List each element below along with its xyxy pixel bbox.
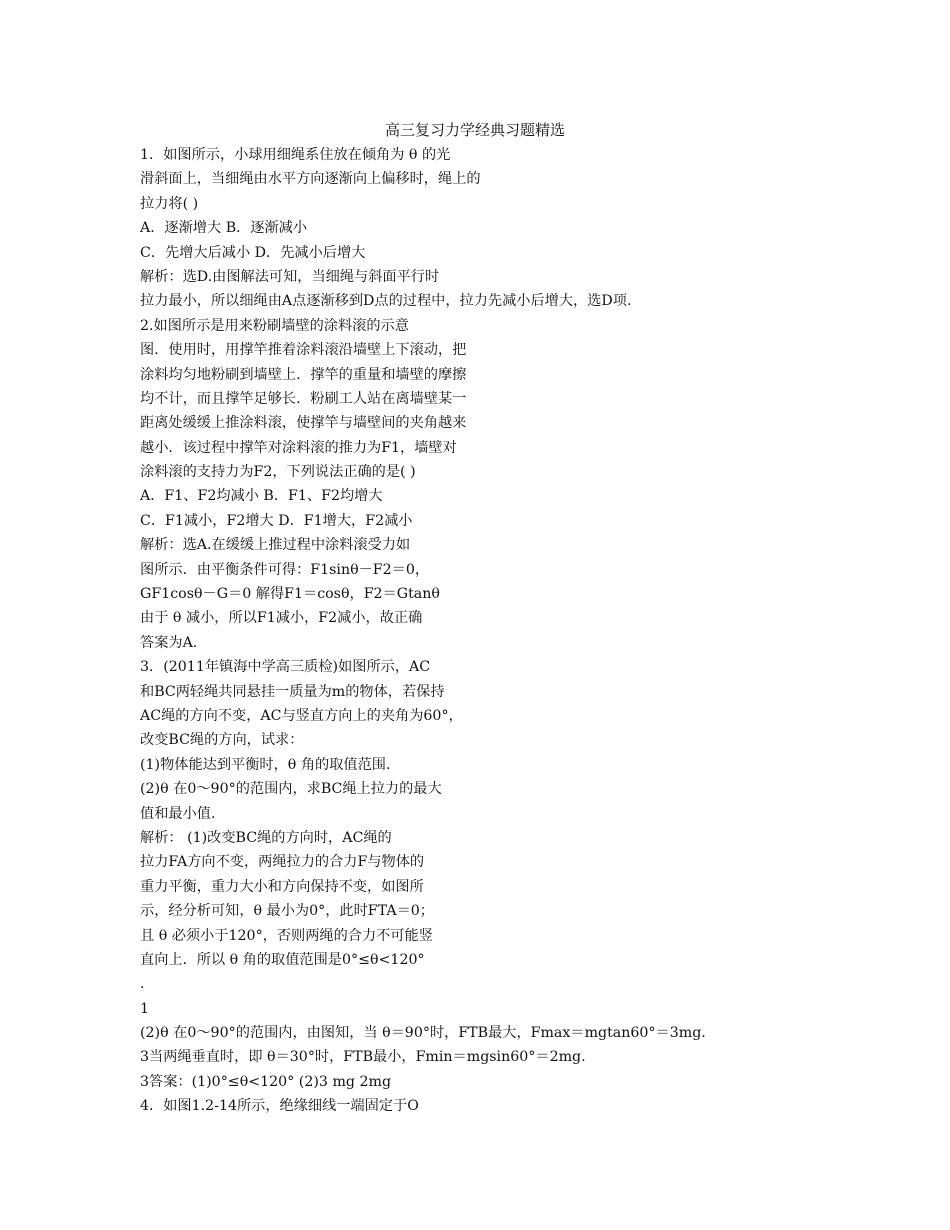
text-line: 图所示．由平衡条件可得：F1sinθ－F2＝0， xyxy=(140,561,430,578)
text-line: 重力平衡，重力大小和方向保持不变，如图所 xyxy=(140,878,424,895)
text-line: 距离处缓缓上推涂料滚，使撑竿与墙壁间的夹角越来 xyxy=(140,415,467,432)
text-line: 和BC两轻绳共同悬挂一质量为m的物体，若保持 xyxy=(140,683,445,700)
text-line: 解析：选D.由图解法可知，当细绳与斜面平行时 xyxy=(140,268,440,285)
text-line: 3．(2011年镇海中学高三质检)如图所示，AC xyxy=(140,659,431,676)
text-line: (1)物体能达到平衡时，θ 角的取值范围. xyxy=(140,756,391,773)
text-line: 直向上．所以 θ 角的取值范围是0°≤θ<120° xyxy=(140,951,425,968)
text-line: AC绳的方向不变，AC与竖直方向上的夹角为60°， xyxy=(140,707,463,724)
text-line: 且 θ 必须小于120°，否则两绳的合力不可能竖 xyxy=(140,927,433,944)
text-line: 示，经分析可知，θ 最小为0°，此时FTA＝0； xyxy=(140,903,434,920)
text-line: GF1cosθ－G＝0 解得F1＝cosθ，F2＝Gtanθ xyxy=(140,586,440,603)
text-line: 1．如图所示，小球用细绳系住放在倾角为 θ 的光 xyxy=(140,147,451,163)
text-line: 均不计，而且撑竿足够长．粉刷工人站在离墙壁某一 xyxy=(140,390,467,407)
text-line: 拉力将( ) xyxy=(140,195,199,212)
text-line: 答案为A. xyxy=(140,634,198,651)
document-body xyxy=(140,143,860,1119)
text-line: (2)θ 在0～90°的范围内，由图知，当 θ＝90°时，FTB最大，Fmax＝mgtan60°＝3mg. xyxy=(140,1025,706,1042)
text-line: 越小．该过程中撑竿对涂料滚的推力为F1，墙壁对 xyxy=(140,439,457,456)
text-line: A．逐渐增大 B．逐渐减小 xyxy=(140,220,308,237)
text-line: . xyxy=(140,976,145,993)
document-title: 高三复习力学经典习题精选 xyxy=(384,121,565,139)
text-line: C．先增大后减小 D．先减小后增大 xyxy=(140,244,366,261)
text-line: 4．如图1.2-14所示，绝缘细线一端固定于O xyxy=(140,1098,419,1115)
text-line: 滑斜面上，当细绳由水平方向逐渐向上偏移时，绳上的 xyxy=(140,171,481,188)
text-line: 涂料滚的支持力为F2，下列说法正确的是( ) xyxy=(140,464,416,481)
text-line: 解析： (1)改变BC绳的方向时，AC绳的 xyxy=(140,829,392,846)
text-line: 拉力最小，所以细绳由A点逐渐移到D点的过程中，拉力先减小后增大，选D项. xyxy=(140,293,632,310)
text-line: 值和最小值. xyxy=(140,805,216,822)
text-line: 改变BC绳的方向，试求： xyxy=(140,732,304,749)
text-line: 涂料均匀地粉刷到墙壁上．撑竿的重量和墙壁的摩擦 xyxy=(140,366,467,383)
text-line: 2.如图所示是用来粉刷墙壁的涂料滚的示意 xyxy=(140,317,409,334)
text-line: (2)θ 在0～90°的范围内，求BC绳上拉力的最大 xyxy=(140,781,442,798)
text-line: 1 xyxy=(140,1000,150,1017)
text-line: A．F1、F2均减小 B．F1、F2均增大 xyxy=(140,488,383,505)
text-line: 解析：选A.在缓缓上推过程中涂料滚受力如 xyxy=(140,537,411,554)
text-line: 由于 θ 减小，所以F1减小，F2减小，故正确 xyxy=(140,610,423,627)
text-line: C．F1减小，F2增大 D．F1增大，F2减小 xyxy=(140,512,413,529)
text-line: 图．使用时，用撑竿推着涂料滚沿墙壁上下滚动，把 xyxy=(140,342,467,359)
text-line: 3当两绳垂直时，即 θ＝30°时，FTB最小，Fmin＝mgsin60°＝2mg. xyxy=(140,1049,586,1066)
text-line: 3答案：(1)0°≤θ<120° (2)3 mg 2mg xyxy=(140,1073,392,1090)
text-line: 拉力FA方向不变，两绳拉力的合力F与物体的 xyxy=(140,854,425,871)
